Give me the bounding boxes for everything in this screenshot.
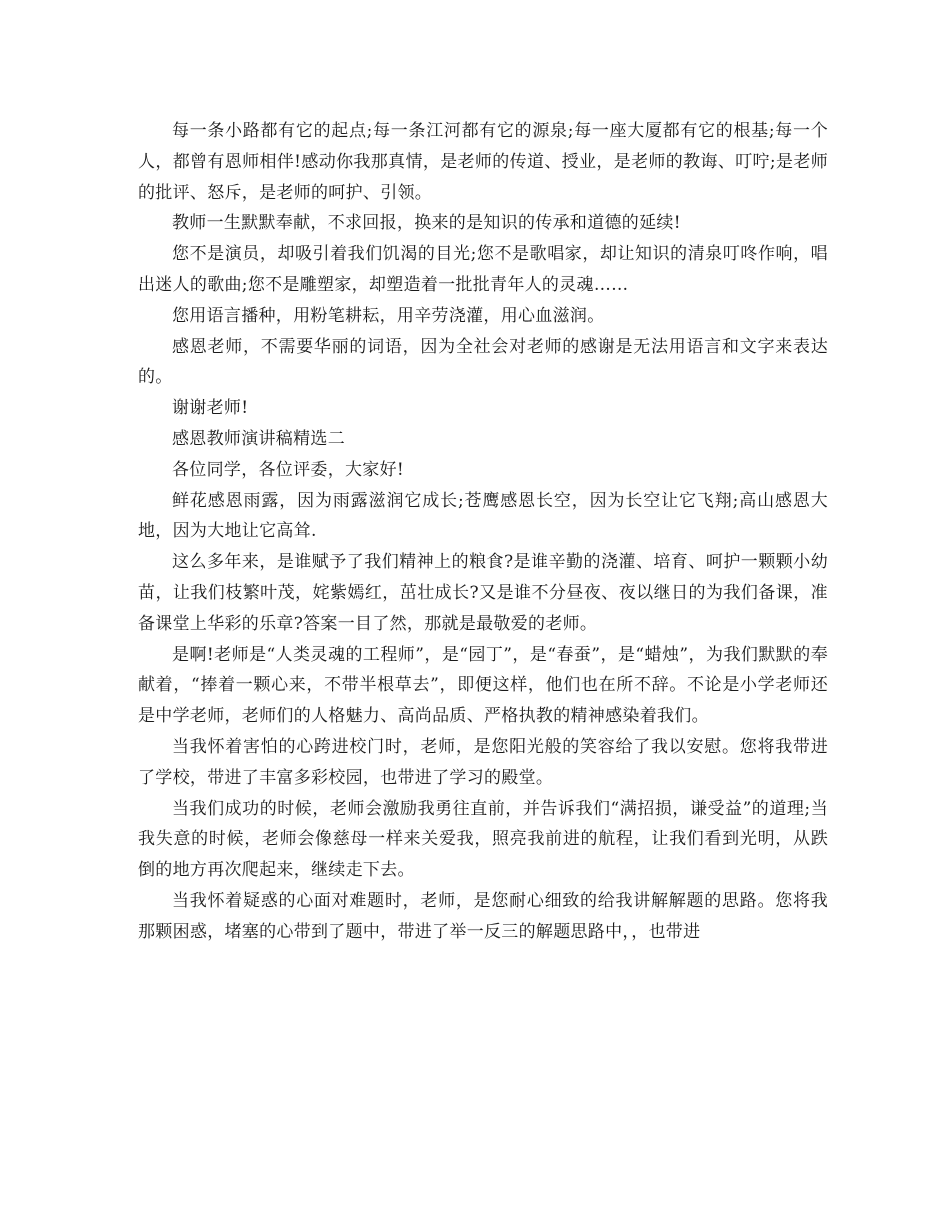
paragraph: 感恩老师，不需要华丽的词语，因为全社会对老师的感谢是无法用语言和文字来表达的。 xyxy=(138,336,828,388)
paragraph: 您不是演员，却吸引着我们饥渴的目光;您不是歌唱家，却让知识的清泉叮咚作响，唱出迷人的歌曲;您不是雕塑家，却塑造着一批批青年人的灵魂…… xyxy=(138,244,828,295)
paragraph: 是啊!老师是“人类灵魂的工程师”，是“园丁”，是“春蚕”，是“蜡烛”，为我们默默的奉献着，“捧着一颗心来，不带半根草去”，即便这样，他们也在所不辞。不论是小学老师还是中学老师，老师们的人格魅力、高尚品质、严格执教的精神感染着我们。 xyxy=(138,644,828,727)
greeting: 各位同学，各位评委，大家好! xyxy=(172,459,405,480)
paragraph: 谢谢老师! xyxy=(172,398,249,419)
paragraph: 当我怀着疑惑的心面对难题时，老师，是您耐心细致的给我讲解解题的思路。您将我那颗困惑，堵塞的心带到了题中，带进了举一反三的解题思路中，，也带进 xyxy=(138,890,828,942)
paragraph: 当我怀着害怕的心跨进校门时，老师，是您阳光般的笑容给了我以安慰。您将我带进了学校，带进了丰富多彩校园，也带进了学习的殿堂。 xyxy=(138,736,828,788)
paragraph: 您用语言播种，用粉笔耕耘，用辛劳浇灌，用心血滋润。 xyxy=(172,305,605,326)
paragraph: 教师一生默默奉献，不求回报，换来的是知识的传承和道德的延续! xyxy=(172,213,681,234)
paragraph: 鲜花感恩雨露，因为雨露滋润它成长;苍鹰感恩长空，因为长空让它飞翔;高山感恩大地，因为大地让它高耸. xyxy=(138,490,828,542)
section-heading: 感恩教师演讲稿精选二 xyxy=(172,428,345,449)
paragraph: 这么多年来，是谁赋予了我们精神上的粮食?是谁辛勤的浇灌、培育、呵护一颗颗小幼苗，让我们枝繁叶茂，姹紫嫣红，茁壮成长?又是谁不分昼夜、夜以继日的为我们备课，准备课堂上华彩的乐章?答案一目了然，那就是最敬爱的老师。 xyxy=(138,552,828,634)
document-body xyxy=(138,116,828,948)
paragraph: 当我们成功的时候，老师会激励我勇往直前，并告诉我们“满招损，谦受益”的道理;当我失意的时候，老师会像慈母一样来关爱我，照亮我前进的航程，让我们看到光明，从跌倒的地方再次爬起来，继续走下去。 xyxy=(138,798,828,881)
paragraph: 每一条小路都有它的起点;每一条江河都有它的源泉;每一座大厦都有它的根基;每一个人，都曾有恩师相伴!感动你我那真情，是老师的传道、授业，是老师的教诲、叮咛;是老师的批评、怒斥，是老师的呵护、引领。 xyxy=(138,121,828,203)
